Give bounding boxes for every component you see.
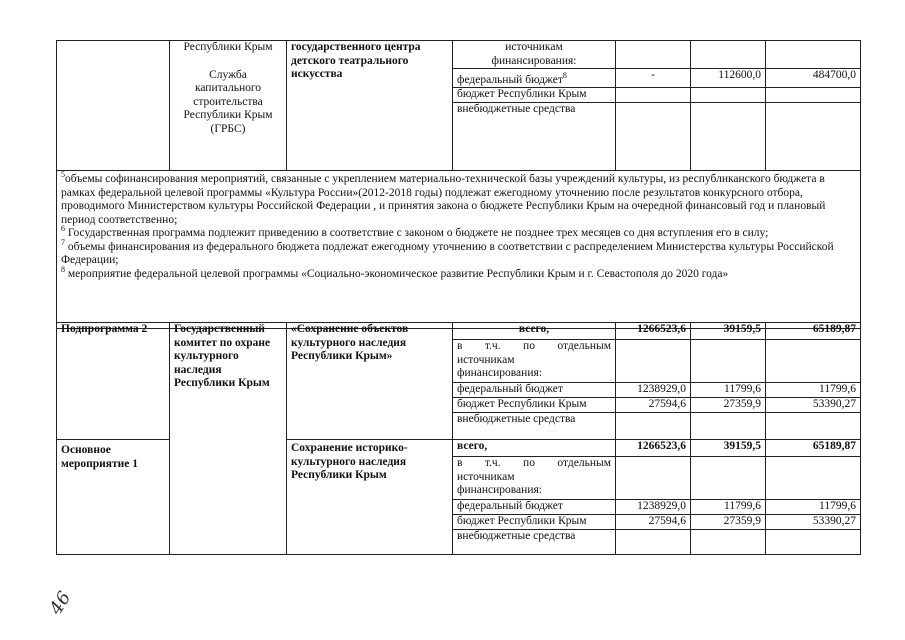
empty-cell bbox=[766, 413, 861, 428]
extra-label: внебюджетные средства bbox=[453, 413, 616, 428]
source-line: финансирования: bbox=[457, 484, 542, 496]
footnote-6 bbox=[61, 224, 856, 241]
republic-value: 53390,27 bbox=[766, 515, 861, 530]
footnote-mark: 8 bbox=[61, 265, 65, 274]
page-number-stamp: 46 bbox=[45, 587, 76, 619]
total-label: всего, bbox=[453, 440, 616, 457]
activity-name: Сохранение историко-культурного наследия Республики Крым bbox=[287, 440, 453, 555]
top-empty-cell bbox=[766, 103, 861, 171]
spacer-cell bbox=[691, 428, 766, 440]
source-line: финансирования: bbox=[457, 367, 542, 379]
executor-line: Республики Крым bbox=[183, 109, 273, 121]
federal-label: федеральный бюджет bbox=[453, 500, 616, 515]
top-empty-cell bbox=[691, 103, 766, 171]
total-value: 65189,87 bbox=[766, 440, 861, 457]
name-line: искусства bbox=[291, 68, 343, 80]
activity-label: Основное мероприятие 1 bbox=[57, 440, 170, 555]
executor-line-spacer bbox=[174, 55, 282, 69]
top-federal-value: - bbox=[616, 69, 691, 88]
empty-cell bbox=[616, 457, 691, 500]
subprogram-label: Подпрограмма 2 bbox=[57, 323, 170, 440]
executor-line: Республики Крым bbox=[183, 41, 273, 53]
total-value: 65189,87 bbox=[766, 323, 861, 340]
executor-line: Служба bbox=[209, 68, 247, 81]
top-federal-label bbox=[453, 69, 616, 88]
top-label-cell bbox=[57, 41, 170, 171]
empty-cell bbox=[616, 530, 691, 545]
spacer-cell bbox=[453, 545, 616, 555]
federal-value: 11799,6 bbox=[691, 500, 766, 515]
empty-cell bbox=[691, 413, 766, 428]
federal-value: 11799,6 bbox=[766, 383, 861, 398]
empty-cell bbox=[766, 530, 861, 545]
subprogram-executor: Государственный комитет по охране культурного наследия Республики Крым bbox=[170, 323, 287, 555]
empty-cell bbox=[766, 457, 861, 500]
top-empty-cell bbox=[616, 88, 691, 103]
spacer-cell bbox=[616, 545, 691, 555]
footnote-mark: 7 bbox=[61, 238, 65, 247]
empty-cell bbox=[616, 340, 691, 383]
republic-label: бюджет Республики Крым bbox=[453, 398, 616, 413]
federal-value: 11799,6 bbox=[691, 383, 766, 398]
federal-label: федеральный бюджет bbox=[453, 383, 616, 398]
footnote-text: объемы финансирования из федерального бюджета подлежат ежегодному уточнению в соответствии с распределением Министерства культуры Российской Федерации; bbox=[61, 240, 834, 267]
executor-line: капитального bbox=[194, 82, 262, 94]
footnote-8 bbox=[61, 265, 856, 282]
source-line: в т.ч. по отдельным bbox=[457, 340, 611, 352]
source-line: финансирования: bbox=[491, 54, 577, 67]
spacer-cell bbox=[766, 545, 861, 555]
federal-footnote-mark: 8 bbox=[562, 71, 567, 80]
top-empty-cell bbox=[616, 41, 691, 69]
federal-label-text: федеральный бюджет bbox=[457, 73, 563, 86]
source-line: источникам bbox=[457, 353, 515, 366]
empty-cell bbox=[766, 340, 861, 383]
executor-line: (ГРБС) bbox=[210, 122, 246, 135]
spacer-cell bbox=[691, 545, 766, 555]
top-empty-cell bbox=[691, 88, 766, 103]
top-empty-cell bbox=[766, 88, 861, 103]
republic-label: бюджет Республики Крым bbox=[453, 515, 616, 530]
footnotes-block bbox=[57, 171, 861, 329]
total-value: 39159,5 bbox=[691, 440, 766, 457]
footnote-mark: 5 bbox=[61, 170, 65, 180]
spacer-cell bbox=[616, 428, 691, 440]
footnote-text: Государственная программа подлежит приведению в соответствие с законом о бюджете не позднее трех месяцев со дня вступления его в силу; bbox=[65, 227, 769, 240]
empty-cell bbox=[616, 413, 691, 428]
top-republic-label: бюджет Республики Крым bbox=[453, 88, 616, 103]
top-table bbox=[56, 40, 861, 329]
subprogram-table bbox=[56, 322, 861, 555]
empty-cell bbox=[691, 457, 766, 500]
top-empty-cell bbox=[766, 41, 861, 69]
federal-value: 1238929,0 bbox=[616, 500, 691, 515]
footnote-text: мероприятие федеральной целевой программы «Социально-экономическое развитие Республики Крым и г. Севастополя до 2020 года» bbox=[65, 267, 729, 280]
republic-value: 27594,6 bbox=[616, 398, 691, 413]
spacer-cell bbox=[766, 428, 861, 440]
republic-value: 27359,9 bbox=[691, 515, 766, 530]
footnote-5 bbox=[61, 170, 856, 227]
republic-value: 27359,9 bbox=[691, 398, 766, 413]
footnote-7 bbox=[61, 238, 856, 268]
total-label: всего, bbox=[453, 323, 616, 340]
empty-cell bbox=[691, 530, 766, 545]
footnote-mark: 6 bbox=[61, 224, 65, 234]
total-value: 1266523,6 bbox=[616, 323, 691, 340]
top-federal-value: 484700,0 bbox=[766, 69, 861, 88]
top-extra-label: внебюджетные средства bbox=[453, 103, 616, 171]
executor-line: строительства bbox=[193, 95, 263, 108]
republic-value: 27594,6 bbox=[616, 515, 691, 530]
total-value: 1266523,6 bbox=[616, 440, 691, 457]
source-line: в т.ч. по отдельным bbox=[457, 457, 611, 469]
top-empty-cell bbox=[616, 103, 691, 171]
top-empty-cell bbox=[691, 41, 766, 69]
federal-value: 1238929,0 bbox=[616, 383, 691, 398]
total-value: 39159,5 bbox=[691, 323, 766, 340]
subprogram-name: «Сохранение объектов культурного наследия Республики Крым» bbox=[287, 323, 453, 440]
source-line: источникам bbox=[505, 41, 563, 53]
footnote-text: объемы софинансирования мероприятий, связанные с укреплением материально-технической базы учреждений культуры, из республиканского бюджета в рамках федеральной целевой программы «Культура России»(2012-2018 годы) подлежат ежегодному уточнению после результатов конкурсного отбора, проводимого Министерством культуры Российской Федерации , и принятия закона о бюджете Республики Крым на очередной финансовый год и плановый период соответственно; bbox=[61, 173, 826, 226]
republic-value: 53390,27 bbox=[766, 398, 861, 413]
top-name-cell bbox=[287, 41, 453, 171]
top-federal-value: 112600,0 bbox=[691, 69, 766, 88]
top-source-cell bbox=[453, 41, 616, 69]
source-cell bbox=[453, 340, 616, 383]
spacer-cell bbox=[453, 428, 616, 440]
empty-cell bbox=[691, 340, 766, 383]
name-line: детского театрального bbox=[291, 54, 409, 67]
extra-label: внебюджетные средства bbox=[453, 530, 616, 545]
source-cell bbox=[453, 457, 616, 500]
name-line: государственного центра bbox=[291, 41, 421, 53]
federal-value: 11799,6 bbox=[766, 500, 861, 515]
source-line: источникам bbox=[457, 470, 515, 483]
top-executor-cell bbox=[170, 41, 287, 171]
